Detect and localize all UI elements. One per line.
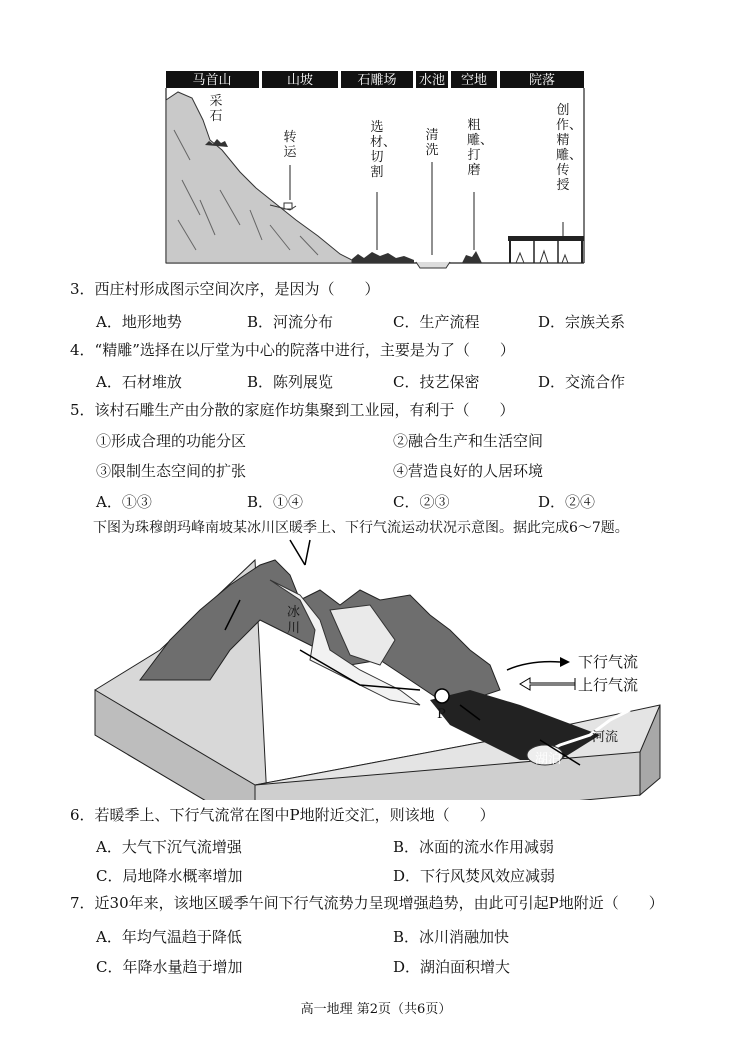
question-5-option-a: A．①③: [96, 493, 152, 511]
question-3-option-b: B．河流分布: [247, 313, 334, 331]
label-quarry: 采石: [209, 94, 223, 124]
legend-arrows: [507, 657, 575, 690]
question-7-option-b: B．冰川消融加快: [393, 928, 510, 946]
question-5-option-d: D．②④: [538, 493, 596, 511]
arrow-top-1: [290, 540, 305, 565]
question-7-option-a: A．年均气温趋于降低: [96, 928, 242, 946]
pool-shape: [416, 262, 450, 268]
question-4-option-a: A．石材堆放: [96, 373, 182, 391]
courtyard-hall: [508, 236, 584, 263]
question-6-option-b: B．冰面的流水作用减弱: [393, 838, 555, 856]
figure-2-intro: 下图为珠穆朗玛峰南坡某冰川区暖季上、下行气流运动状况示意图。据此完成6～7题。: [93, 520, 629, 536]
question-7-option-d: D．湖泊面积增大: [393, 958, 511, 976]
header-slope: 山坡: [286, 73, 314, 88]
carving-yard-stones: [352, 252, 414, 263]
question-3-stem: 3．西庄村形成图示空间次序，是因为（ ）: [70, 280, 380, 298]
label-river: 河流: [592, 730, 619, 745]
question-6-option-d: D．下行风焚风效应减弱: [393, 867, 556, 885]
legend-up-label: 上行气流: [578, 676, 639, 694]
question-4-option-c: C．技艺保密: [393, 373, 480, 391]
question-5-statement-4: ④营造良好的人居环境: [393, 462, 544, 480]
header-pool: 水池: [418, 73, 446, 88]
header-courtyard: 院落: [528, 73, 556, 88]
question-7-stem: 7．近30年来，该地区暖季午间下行气流势力呈现增强趋势，由此可引起P地附近（ ）: [70, 894, 664, 912]
question-3-option-a: A．地形地势: [96, 313, 182, 331]
label-glacier: 冰川: [287, 605, 301, 636]
question-4-option-b: B．陈列展览: [247, 373, 334, 391]
label-lake: 湖泊: [535, 752, 562, 767]
question-6-option-c: C．局地降水概率增加: [96, 867, 243, 885]
question-7-option-c: C．年降水量趋于增加: [96, 958, 243, 976]
question-5-statement-1: ①形成合理的功能分区: [96, 432, 247, 450]
legend-down-label: 下行气流: [578, 653, 639, 671]
label-point-p: P: [437, 707, 446, 722]
glacier-airflow-figure: [0, 535, 752, 800]
question-6-option-a: A．大气下沉气流增强: [96, 838, 242, 856]
arrow-top-2: [305, 540, 310, 565]
question-5-stem: 5．该村石雕生产由分散的家庭作坊集聚到工业园，有利于（ ）: [70, 401, 515, 419]
question-4-option-d: D．交流合作: [538, 373, 626, 391]
header-open-space: 空地: [460, 73, 488, 88]
question-5-option-c: C．②③: [393, 493, 450, 511]
mountain-shape: [166, 92, 352, 263]
point-p-marker: [435, 689, 449, 703]
header-carving-yard: 石雕场: [357, 73, 397, 88]
question-3-option-c: C．生产流程: [393, 313, 480, 331]
label-rough-carve: 粗雕、打磨: [467, 118, 494, 178]
label-transport: 转运: [283, 130, 297, 160]
question-5-statement-3: ③限制生态空间的扩张: [96, 462, 247, 480]
question-3-option-d: D．宗族关系: [538, 313, 626, 331]
question-5-option-b: B．①④: [247, 493, 304, 511]
label-fine-carve: 创作、精雕、传授: [556, 103, 583, 193]
question-6-stem: 6．若暖季上、下行气流常在图中P地附近交汇，则该地（ ）: [70, 806, 495, 824]
label-select-cut: 选材、切割: [370, 120, 397, 180]
question-5-statement-2: ②融合生产和生活空间: [393, 432, 544, 450]
page-footer: 高一地理 第2页（共6页）: [300, 1002, 452, 1017]
header-mountain: 马首山: [192, 73, 232, 88]
label-wash: 清洗: [425, 128, 439, 158]
question-4-stem: 4．“精雕”选择在以厅堂为中心的院落中进行，主要是为了（ ）: [70, 341, 515, 359]
